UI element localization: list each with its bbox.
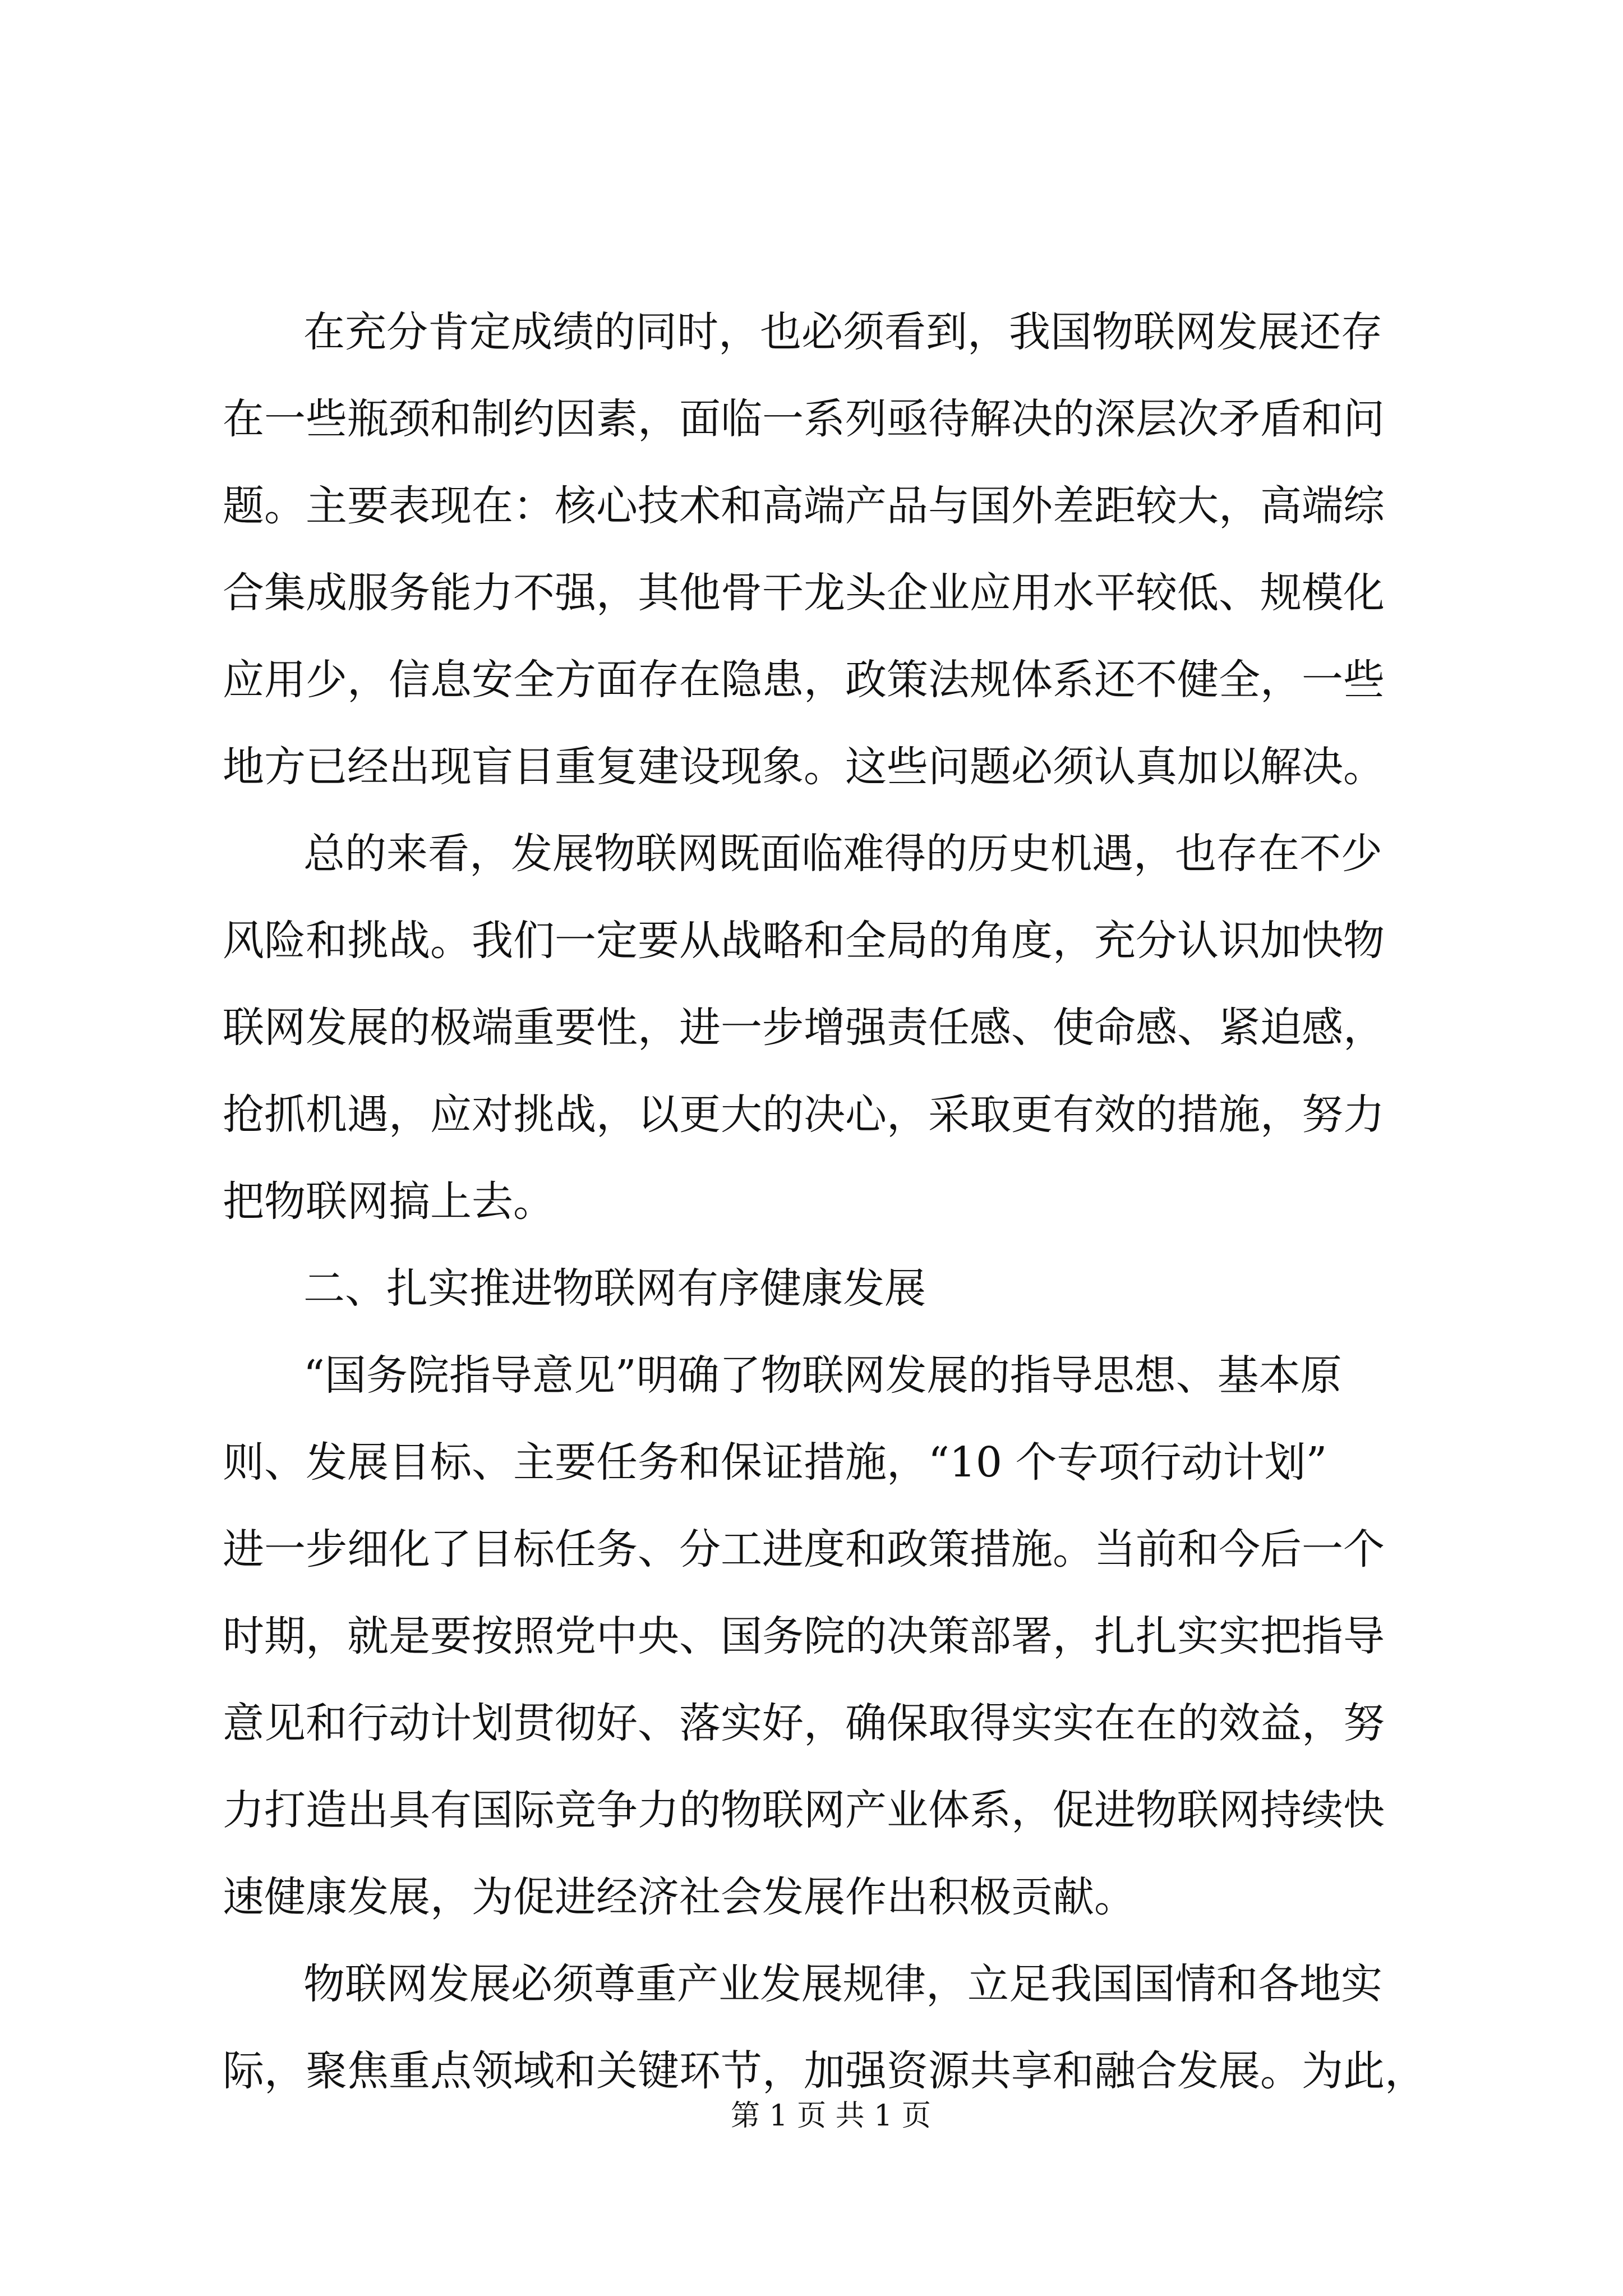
paragraph-line: 抢抓机遇，应对挑战，以更大的决心，采取更有效的措施，努力 (223, 1091, 1385, 1139)
paragraph-line: 题。主要表现在：核心技术和高端产品与国外差距较大，高端综 (223, 482, 1385, 530)
paragraph-line: 在充分肯定成绩的同时，也必须看到，我国物联网发展还存 (303, 308, 1382, 356)
paragraph-line: 则、发展目标、主要任务和保证措施，“10 个专项行动计划” (223, 1438, 1327, 1487)
paragraph-line: 应用少，信息安全方面存在隐患，政策法规体系还不健全，一些 (223, 656, 1385, 704)
paragraph-line: 物联网发展必须尊重产业发展规律，立足我国国情和各地实 (303, 1960, 1382, 2008)
page-footer: 第 1 页 共 1 页 (731, 2099, 931, 2133)
paragraph-line: “国务院指导意见”明确了物联网发展的指导思想、基本原 (303, 1351, 1342, 1400)
section-heading: 二、扎实推进物联网有序健康发展 (303, 1264, 926, 1313)
paragraph-line: 风险和挑战。我们一定要从战略和全局的角度，充分认识加快物 (223, 917, 1385, 965)
paragraph-line: 联网发展的极端重要性，进一步增强责任感、使命感、紧迫感， (223, 1004, 1385, 1052)
paragraph-line: 际，聚焦重点领域和关键环节，加强资源共享和融合发展。为此， (223, 2047, 1426, 2095)
paragraph-line: 意见和行动计划贯彻好、落实好，确保取得实实在在的效益，努 (223, 1699, 1385, 1747)
paragraph-line: 速健康发展，为促进经济社会发展作出积极贡献。 (223, 1873, 1136, 1921)
paragraph-line: 把物联网搞上去。 (223, 1177, 555, 1226)
paragraph-line: 地方已经出现盲目重复建设现象。这些问题必须认真加以解决。 (223, 743, 1385, 791)
paragraph-line: 时期，就是要按照党中央、国务院的决策部署，扎扎实实把指导 (223, 1612, 1385, 1660)
paragraph-line: 力打造出具有国际竞争力的物联网产业体系，促进物联网持续快 (223, 1786, 1385, 1834)
paragraph-line: 总的来看，发展物联网既面临难得的历史机遇，也存在不少 (303, 830, 1382, 878)
paragraph-line: 进一步细化了目标任务、分工进度和政策措施。当前和今后一个 (223, 1525, 1385, 1573)
paragraph-line: 在一些瓶颈和制约因素，面临一系列亟待解决的深层次矛盾和问 (223, 395, 1385, 443)
paragraph-line: 合集成服务能力不强，其他骨干龙头企业应用水平较低、规模化 (223, 569, 1385, 617)
